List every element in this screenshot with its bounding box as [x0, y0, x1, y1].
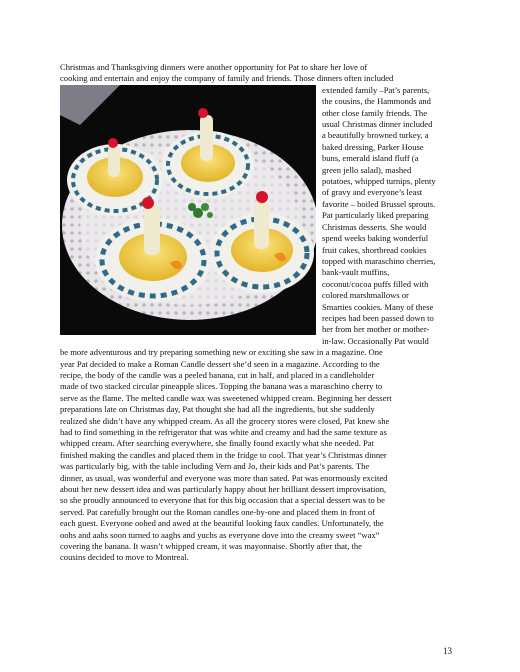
text-line: each guest. Everyone oohed and awed at the beautiful looking faux candles. Unfortunately, the — [60, 518, 384, 529]
text-line: made of two stacked circular pineapple slices. Topping the banana was a maraschino cherry to — [60, 381, 383, 392]
text-line: finished making the candles and placed them in the fridge to cool. That year’s Christmas dinner — [60, 449, 387, 460]
text-line: was particularly big, with the table including Vern and Jo, their kids and Pat’s parents. The — [60, 461, 370, 472]
text-line: topped with maraschino cherries, — [322, 255, 436, 266]
text-line: so she proudly announced to everyone that for this big occasion that a special dessert was to be — [60, 495, 385, 506]
text-line: of gravy and everyone’s least — [322, 187, 423, 198]
text-line: preparations late on Christmas day, Pat thought she had all the ingredients, but she suddenly — [60, 404, 375, 415]
text-line: recipes had been passed down to — [322, 312, 434, 323]
text-line: coconut/cocoa puffs filled with — [322, 278, 429, 289]
dessert-photo — [60, 85, 316, 335]
text-line: Smarties cookies. Many of these — [322, 301, 434, 312]
text-line: Christmas desserts. She would — [322, 221, 427, 232]
text-line: Pat particularly liked preparing — [322, 210, 429, 221]
text-line: be more adventurous and try preparing something new or exciting she saw in a magazine. One — [60, 347, 383, 358]
text-line: about her new dessert idea and was particularly happy about her brilliant dessert improvisation, — [60, 484, 387, 495]
text-line: buns, emerald island fluff (a — [322, 153, 419, 164]
text-line: potatoes, whipped turnips, plenty — [322, 176, 436, 187]
text-line: favorite – boiled Brussel sprouts. — [322, 198, 436, 209]
text-line: year Pat decided to make a Roman Candle dessert she’d seen in a magazine. According to the — [60, 358, 380, 369]
text-line: baked dressing, Parker House — [322, 141, 424, 152]
text-line: serve as the flame. The melted candle wax was sweetened whipped cream. Beginning her dessert — [60, 392, 392, 403]
text-line: other close family friends. The — [322, 107, 427, 118]
article-body — [60, 62, 460, 564]
text-line: oohs and aahs soon turned to aaghs and yuchs as everyone dove into the creamy sweet “wax” — [60, 529, 380, 540]
text-line: had to find something in the refrigerator that was white and creamy and had the same texture as — [60, 427, 387, 437]
text-line: colored marshmallows or — [322, 290, 409, 301]
text-line: the cousins, the Hammonds and — [322, 96, 431, 107]
text-line: bank-vault muffins, — [322, 267, 390, 278]
text-line: her from her mother or mother- — [322, 324, 430, 335]
text-line: whipped cream. After searching everywhere, she finally found exactly what she needed. Pat — [60, 438, 374, 449]
text-line: green jello salad), mashed — [322, 164, 412, 175]
text-line: fruit cakes, shortbread cookies — [322, 244, 427, 255]
text-line: extended family –Pat’s parents, — [322, 84, 430, 95]
text-line: served. Pat carefully brought out the Roman candles one-by-one and placed them in front of — [60, 506, 375, 517]
text-line: spend weeks baking wonderful — [322, 233, 429, 244]
text-line: cooking and entertain and enjoy the company of family and friends. Those dinners often included — [60, 73, 394, 84]
text-line: in-law. Occasionally Pat would — [322, 335, 429, 346]
text-line: a beautifully browned turkey, a — [322, 130, 429, 141]
text-line: usual Christmas dinner included — [322, 119, 433, 130]
text-line: dinner, as usual, was wonderful and everyone was more than sated. Pat was enormously excited — [60, 472, 388, 483]
text-line: recipe, the body of the candle was a peeled banana, cut in half, and placed in a candleholder — [60, 369, 375, 380]
text-line: covering the banana. It wasn’t whipped cream, it was mayonnaise. Shortly after that, the — [60, 541, 362, 552]
text-line: realized she didn’t have any whipped cream. As all the grocery stores were closed, Pat knew she — [60, 415, 390, 426]
text-line: cousins decided to move to Montreal. — [60, 552, 189, 563]
text-line: Christmas and Thanksgiving dinners were another opportunity for Pat to share her love of — [60, 62, 368, 72]
paragraph — [60, 62, 460, 564]
page-number: 13 — [443, 646, 452, 656]
